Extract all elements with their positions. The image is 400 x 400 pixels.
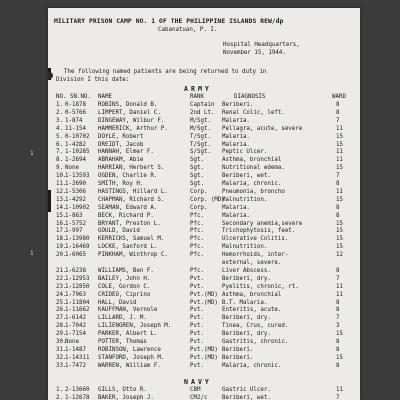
serial-number: 1-2694: [65, 157, 86, 164]
patient-name: BRYANT, Preston L.: [98, 220, 161, 227]
ward-number: 8: [336, 102, 340, 108]
diagnosis: Pneumonia, broncho: [222, 188, 285, 195]
serial-number: 1-7472: [65, 362, 86, 369]
serial-number: 1-5306: [65, 188, 86, 195]
row-number: 2.: [56, 109, 63, 116]
ward-number: 8: [336, 299, 340, 306]
diagnosis: B.T. Malaria.: [222, 299, 268, 306]
patient-name: OGDEN, Charlie R.: [98, 173, 158, 180]
rank: Pvt.: [190, 315, 204, 322]
column-header-diagnosis: DIAGNOSIS: [234, 94, 266, 100]
diagnosis: Beriberi, dry.: [222, 315, 271, 322]
row-number: 7.: [56, 149, 63, 156]
rank: Pfc.: [190, 236, 204, 243]
rank: Pfc.: [190, 212, 204, 219]
row-number: 29.: [56, 331, 67, 338]
column-header-name: NAME: [98, 94, 112, 100]
serial-number: 1-6238: [65, 267, 86, 274]
patient-name: WILLIAMS, Ben F.: [98, 267, 154, 274]
column-header-rank: RANK: [190, 94, 204, 100]
rank: Pvt.: [190, 362, 204, 369]
ward-number: 8: [336, 307, 340, 314]
serial-number: 1-6065: [65, 252, 86, 259]
serial-number: 1-14311: [65, 354, 90, 361]
diagnosis: Trichophytosis, feet.: [222, 228, 296, 235]
table-row: [48, 395, 360, 400]
serial-number: 1-7154: [65, 331, 86, 338]
serial-number: 1-874: [65, 117, 83, 124]
edge-number: 1: [30, 150, 34, 157]
row-number: 23.: [56, 283, 67, 290]
patient-name: STANFORD, Joseph M.: [98, 354, 165, 361]
ward-number: 7: [336, 173, 340, 180]
ward-number: 15: [336, 228, 343, 235]
diagnosis: Ulcerative Colitis.: [222, 236, 289, 243]
edge-number: 1: [30, 250, 34, 257]
rank: CM2/c: [190, 394, 208, 400]
column-header-serial: SN.NO.: [70, 94, 91, 100]
patient-name: BECK, Richard P.: [98, 212, 154, 219]
serial-number: None: [65, 165, 79, 172]
patient-name: PARKER, Albert L.: [98, 331, 158, 338]
table-row: [48, 307, 360, 314]
table-row: [48, 134, 360, 141]
patient-name: PINKHAM, Winthrop C.: [98, 252, 168, 259]
diagnosis: Liver Abscess.: [222, 267, 271, 274]
rank: Corp. (MD): [190, 196, 225, 203]
rank: Pvt.(MD): [190, 346, 218, 353]
row-number: 18.: [56, 236, 67, 243]
ward-number: 8: [336, 212, 340, 219]
table-row: [48, 236, 360, 243]
serial-number: 1-2690: [65, 181, 86, 187]
table-row: [48, 110, 360, 117]
serial-number: 1-13593: [65, 173, 90, 180]
diagnosis: Asthma, bronchial: [222, 157, 282, 164]
row-number: 12.: [56, 188, 67, 195]
ward-number: 12: [336, 252, 343, 259]
row-number: 2.: [56, 394, 63, 400]
patient-name: KAUFFMAN, Vernole: [98, 307, 158, 314]
diagnosis: Malaria.: [222, 212, 250, 219]
section-heading-army: ARMY: [184, 85, 212, 93]
row-number: 10.: [56, 173, 67, 180]
table-row: [48, 347, 360, 354]
rank: Pvt.: [190, 307, 204, 314]
serial-number: 1-10285: [65, 149, 90, 156]
diagnosis: Malaria.: [222, 117, 250, 124]
row-number: 24.: [56, 291, 67, 298]
serial-number: 0-1878: [65, 102, 86, 108]
row-number: 32.: [56, 354, 67, 361]
diagnosis: Asthma, bronchial: [222, 291, 282, 298]
intro-text: The following named patients are being returned to duty in: [64, 69, 267, 75]
table-row: [48, 213, 360, 220]
row-number: 25.: [56, 299, 67, 306]
column-header-no: NO.: [56, 94, 67, 100]
patient-name: WARREN, William F.: [98, 362, 161, 369]
patient-name: LILIENGREN, Joseph M.: [98, 323, 172, 330]
row-number: 31.: [56, 346, 67, 353]
patient-name: DREIDT, Jacob: [98, 141, 144, 148]
diagnosis: Beriberi.: [222, 102, 254, 108]
serial-number: 1-4292: [65, 196, 86, 203]
punch-hole: [48, 72, 53, 79]
row-number: 33.: [56, 362, 67, 369]
rank: Pfc.: [190, 244, 204, 251]
diagnosis: Malaria.: [222, 204, 250, 211]
ward-number: 7: [336, 275, 340, 282]
rank: S/Sgt.: [190, 149, 211, 156]
rank: Corp.: [190, 188, 208, 195]
row-number: 13.: [56, 196, 67, 203]
table-row: [48, 387, 360, 394]
patient-name: LIMPERT, Daniel C.: [98, 109, 161, 116]
table-row: [48, 149, 360, 156]
ward-number: 8: [336, 204, 340, 211]
ward-number: 15: [336, 244, 343, 251]
diagnosis: Peptic Ulcer.: [222, 149, 268, 156]
row-number: 30.: [56, 339, 67, 345]
rank: T/Sgt.: [190, 141, 211, 148]
serial-number: 1-11804: [65, 299, 90, 306]
row-number: 27.: [56, 315, 67, 322]
rank: Pfc.: [190, 228, 204, 235]
row-number: 11.: [56, 181, 67, 187]
rank: Pvt.: [190, 283, 204, 290]
ward-number: 15: [336, 141, 343, 148]
camp-header: MILITARY PRISON CAMP NO. 1 OF THE PHILIPPINE ISLANDS REW/dp: [54, 18, 284, 25]
ward-number: 11: [336, 125, 343, 132]
ward-number: 15: [336, 220, 343, 227]
rank: Pvt.(MD): [190, 291, 218, 298]
ward-number: 11: [336, 188, 343, 195]
table-row: [48, 165, 360, 172]
serial-number: 1-11662: [65, 307, 90, 314]
diagnosis: Malaria, chronic.: [222, 362, 282, 369]
patient-name: DINGEWAY, Wilbur F.: [98, 117, 165, 124]
ward-number: 15: [336, 354, 343, 361]
patient-name: POTTER, Thomas: [98, 339, 147, 345]
ward-number: 8: [336, 181, 340, 187]
rank: T/Sgt.: [190, 133, 211, 140]
hospital-headquarters: Hospital Headquarters,: [223, 42, 300, 48]
diagnosis: Nutritional edema.: [222, 165, 285, 172]
column-header-ward: WARD: [332, 94, 346, 100]
serial-number: 0-10702: [65, 133, 90, 140]
row-number: 5.: [56, 133, 63, 140]
intro-text: Division I this date:: [56, 77, 130, 83]
row-number: 20.: [56, 252, 67, 259]
table-row: [48, 197, 360, 204]
table-row: [48, 292, 360, 299]
table-row: [48, 142, 360, 149]
table-row: [48, 315, 360, 322]
serial-number: 1-16469: [65, 244, 90, 251]
rank: Sgt.: [190, 173, 204, 180]
serial-number: 1-863: [65, 212, 83, 219]
serial-number: 1-6142: [65, 315, 86, 322]
diagnosis: Malaria.: [222, 133, 250, 140]
rank: M/Sgt.: [190, 117, 211, 124]
diagnosis: Pellagra, acute, severe: [222, 125, 303, 132]
patient-name: COLE, Gordon C.: [98, 283, 151, 290]
row-number: 19.: [56, 244, 67, 251]
table-row: [48, 118, 360, 125]
row-number: 15.: [56, 212, 67, 219]
row-number: 17.: [56, 228, 67, 235]
serial-number: 1-7042: [65, 323, 86, 330]
rank: Pvt.: [190, 331, 204, 338]
table-row: [48, 181, 360, 188]
row-number: 1.: [56, 387, 63, 393]
serial-number: None: [65, 339, 79, 345]
diagnosis: Beriberi.: [222, 346, 254, 353]
diagnosis: Beriberi, wet.: [222, 394, 271, 400]
row-number: 14.: [56, 204, 67, 211]
rank: M/Sgt.: [190, 125, 211, 132]
diagnosis: external, severe.: [222, 260, 282, 266]
table-row: [48, 323, 360, 330]
patient-name: LILLARD, J. M.: [98, 315, 147, 322]
ward-number: 15: [336, 133, 343, 140]
patient-name: GOULD, David: [98, 228, 140, 235]
serial-number: 1-5752: [65, 220, 86, 227]
table-row: [48, 102, 360, 109]
ward-number: 8: [336, 267, 340, 274]
row-number: 16.: [56, 220, 67, 227]
serial-number: 2-13660: [65, 387, 90, 393]
table-row: [48, 300, 360, 307]
ward-number: 7: [336, 117, 340, 124]
table-row: [48, 221, 360, 228]
rank: 2nd Lt.: [190, 109, 215, 116]
serial-number: 1-12678: [65, 394, 90, 400]
table-row: [48, 284, 360, 291]
row-number: 8.: [56, 157, 63, 164]
patient-name: LOCKE, Sanford L.: [98, 244, 158, 251]
serial-number: 1-10902: [65, 204, 90, 211]
serial-number: 1-7963: [65, 291, 86, 298]
ward-number: 8: [336, 362, 340, 369]
rank: Captain: [190, 102, 215, 108]
row-number: 26.: [56, 307, 67, 314]
rank: Sgt.: [190, 165, 204, 172]
rank: Sgt.: [190, 181, 204, 187]
diagnosis: Enteritis, acute.: [222, 307, 282, 314]
row-number: 3.: [56, 117, 63, 124]
document-page: [48, 8, 360, 400]
document-date: November 15, 1944.: [223, 50, 286, 56]
patient-name: ROBINSON, Lawrence: [98, 346, 161, 353]
patient-name: ROBINS, Donald B.: [98, 102, 158, 108]
diagnosis: Malnutrition.: [222, 196, 268, 203]
serial-number: 1-13980: [65, 236, 90, 243]
serial-number: 1-12953: [65, 275, 90, 282]
patient-name: BAILEY, John H.: [98, 275, 151, 282]
rank: Pfc.: [190, 220, 204, 227]
ward-number: 15: [336, 331, 343, 338]
rank: Pvt.: [190, 339, 204, 345]
diagnosis: Beriberi, wet.: [222, 173, 271, 180]
row-number: 21.: [56, 267, 67, 274]
diagnosis: Beriberi, dry.: [222, 275, 271, 282]
diagnosis: Malnutrition.: [222, 244, 268, 251]
ward-number: 11: [336, 283, 343, 290]
patient-name: BAKER, Joseph J.: [98, 394, 154, 400]
column-headers: [48, 94, 360, 101]
table-row: [48, 331, 360, 338]
rank: CBM: [190, 387, 201, 393]
rank: Sgt.: [190, 157, 204, 164]
table-row: [48, 276, 360, 283]
ward-number: 8: [336, 109, 340, 116]
ward-number: 11: [336, 149, 343, 156]
ward-number: 11: [336, 291, 343, 298]
section-heading-navy: NAVY: [184, 378, 212, 386]
table-row: [48, 252, 360, 259]
table-row: [48, 205, 360, 212]
table-row: [48, 363, 360, 370]
table-row: [48, 228, 360, 235]
ward-number: 7: [336, 394, 340, 400]
diagnosis: Malaria, chronic.: [222, 181, 282, 187]
patient-name: KERRICKS, Samuel M.: [98, 236, 165, 243]
diagnosis: Beriberi, dry.: [222, 331, 271, 338]
patient-name: GILLS, Otto R.: [98, 387, 147, 393]
patient-name: HALL, David: [98, 299, 137, 306]
row-number: 22.: [56, 275, 67, 282]
rank: Pvt.(MD): [190, 354, 218, 361]
ward-number: 11: [336, 157, 343, 164]
camp-location: Cabanatuan, P. I.: [158, 27, 218, 33]
ward-number: 3: [336, 323, 340, 330]
diagnosis: Gastric Ulcer.: [222, 387, 271, 393]
row-number: 1.: [56, 102, 63, 108]
patient-name: ABRAHAM, Abie: [98, 157, 144, 164]
table-row: [48, 260, 360, 267]
patient-name: SEAMAN, Edward A.: [98, 204, 158, 211]
table-row: [48, 157, 360, 164]
table-row: [48, 126, 360, 133]
patient-name: HANNAH, Elmer F.: [98, 149, 154, 156]
serial-number: 1-4282: [65, 141, 86, 148]
table-row: [48, 339, 360, 346]
serial-number: 1-1487: [65, 346, 86, 353]
patient-name: HASTINGS, Hillard L.: [98, 188, 168, 195]
diagnosis: Tinea, Crus, cured.: [222, 323, 289, 330]
patient-name: DOYLE, Robert: [98, 133, 144, 140]
ward-number: 11: [336, 387, 343, 393]
rank: Pfc.: [190, 267, 204, 274]
row-number: 9.: [56, 165, 63, 172]
ward-number: 15: [336, 196, 343, 203]
rank: Corp.: [190, 204, 208, 211]
ward-number: 8: [336, 346, 340, 353]
ward-number: 7: [336, 315, 340, 322]
diagnosis: Hemorrhoids, inter-: [222, 252, 289, 259]
table-row: [48, 244, 360, 251]
ward-number: 8: [336, 339, 340, 345]
ward-number: 15: [336, 165, 343, 172]
patient-name: SMITH, Roy H.: [98, 181, 144, 187]
rank: Pfc.: [190, 252, 204, 259]
ward-number: 15: [336, 236, 343, 243]
rank: Pvt.: [190, 275, 204, 282]
serial-number: 1-12850: [65, 283, 90, 290]
diagnosis: Malaria.: [222, 141, 250, 148]
table-row: [48, 355, 360, 362]
row-number: 4.: [56, 125, 63, 132]
diagnosis: Gastritis, chronic.: [222, 339, 289, 345]
patient-name: CRIDEO, Ciprino: [98, 291, 151, 298]
row-number: 6.: [56, 141, 63, 148]
diagnosis: Renal Colic, left.: [222, 109, 285, 116]
rank: Pvt.: [190, 323, 204, 330]
diagnosis: Pyelitis, chronic, rt.: [222, 283, 299, 290]
serial-number: 1-997: [65, 228, 83, 235]
patient-name: HARRIAN, Herbert S.: [98, 165, 165, 172]
patient-name: HAMMERICK, Arthur P.: [98, 125, 168, 132]
rank: Pvt.(MD): [190, 299, 218, 306]
table-row: [48, 268, 360, 275]
diagnosis: Secondary anemia,severe: [222, 220, 303, 227]
table-row: [48, 189, 360, 196]
row-number: 28.: [56, 323, 67, 330]
serial-number: 0-5766: [65, 109, 86, 116]
diagnosis: Beriberi.: [222, 354, 254, 361]
table-row: [48, 173, 360, 180]
serial-number: 11-154: [65, 125, 86, 132]
patient-name: CHAPMAN, Richard S.: [98, 196, 165, 203]
